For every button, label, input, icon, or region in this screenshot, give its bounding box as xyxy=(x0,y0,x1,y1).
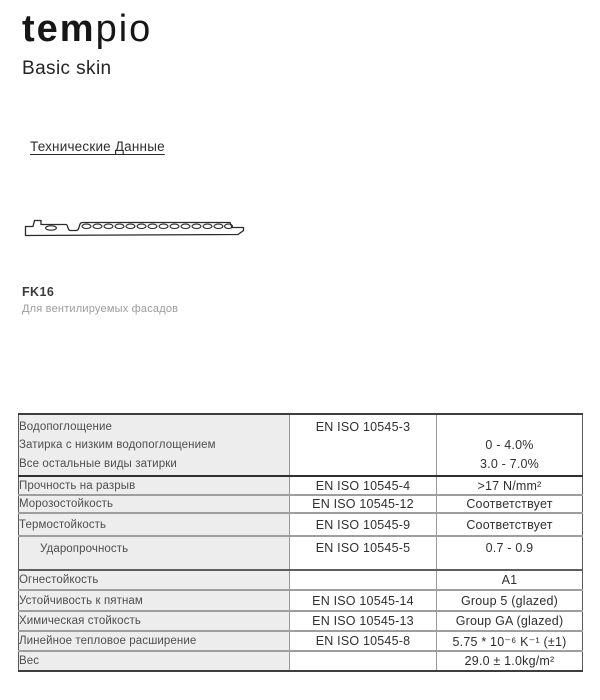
row-value-cell: 0.7 - 0.9 xyxy=(437,536,583,570)
row-value-cell: 5.75 * 10⁻⁶ K⁻¹ (±1) xyxy=(437,631,583,651)
row-label-line: Все остальные виды затирки xyxy=(19,457,177,470)
row-standard-cell: EN ISO 10545-8 xyxy=(290,631,437,651)
row-standard-cell: EN ISO 10545-3 xyxy=(290,414,437,476)
row-label-cell: Термостойкость xyxy=(19,513,290,536)
row-standard-cell: EN ISO 10545-13 xyxy=(290,611,437,631)
row-value-line: 0 - 4.0% xyxy=(485,438,534,453)
table-row-fire-resistance xyxy=(19,570,583,590)
row-standard-cell: EN ISO 10545-9 xyxy=(290,513,437,536)
logo-text-bold: tem xyxy=(22,8,96,50)
product-code: FK16 xyxy=(22,285,55,299)
logo-text-light: pio xyxy=(95,8,153,50)
product-description: Для вентилируемых фасадов xyxy=(22,303,179,315)
table-row-chemical-resistance xyxy=(19,611,583,631)
row-value-cell: A1 xyxy=(437,570,583,590)
row-value-cell xyxy=(437,414,583,476)
row-label-line: Водопоглощение xyxy=(19,421,113,433)
row-standard-cell xyxy=(290,570,437,590)
row-label-cell: Вес xyxy=(19,651,290,671)
row-value-cell: Group GA (glazed) xyxy=(437,611,583,631)
row-value-line: 3.0 - 7.0% xyxy=(480,456,539,471)
table-row-water-absorption xyxy=(19,414,583,476)
row-standard-cell: EN ISO 10545-12 xyxy=(290,495,437,513)
technical-data-link[interactable]: Технические Данные xyxy=(30,139,165,154)
spec-table xyxy=(18,413,583,672)
table-row-impact-resistance xyxy=(19,536,583,570)
table-row-weight xyxy=(19,651,583,671)
row-label-cell: Устойчивость к пятнам xyxy=(19,590,290,611)
row-standard-cell: EN ISO 10545-5 xyxy=(290,536,437,570)
row-standard-cell: EN ISO 10545-4 xyxy=(290,476,437,495)
row-value-line xyxy=(437,418,582,436)
panel-profile-drawing xyxy=(24,218,249,242)
row-standard-cell xyxy=(290,651,437,671)
row-label-cell: Химическая стойкость xyxy=(19,611,290,631)
row-label-cell: Ударопрочность xyxy=(19,536,290,570)
row-label-cell: Линейное тепловое расширение xyxy=(19,631,290,651)
row-value-cell: Соответствует xyxy=(437,495,583,513)
table-row-tensile-strength xyxy=(19,476,583,495)
row-value-cell: Group 5 (glazed) xyxy=(437,590,583,611)
brand-logo xyxy=(22,6,152,52)
row-standard-cell: EN ISO 10545-14 xyxy=(290,590,437,611)
table-row-thermal-shock-resistance xyxy=(19,513,583,536)
table-row-stain-resistance xyxy=(19,590,583,611)
row-label-cell: Огнестойкость xyxy=(19,570,290,590)
table-row-frost-resistance xyxy=(19,495,583,513)
table-row-linear-thermal-expansion xyxy=(19,631,583,651)
row-value-cell: >17 N/mm² xyxy=(437,476,583,495)
row-label-cell xyxy=(19,414,290,476)
row-label-line: Затирка с низким водопоглощением xyxy=(19,439,216,452)
row-label-cell: Прочность на разрыв xyxy=(19,476,290,495)
row-value-cell: 29.0 ± 1.0kg/m² xyxy=(437,651,583,671)
row-value-cell: Соответствует xyxy=(437,513,583,536)
product-line-title: Basic skin xyxy=(22,58,112,79)
row-label-cell: Морозостойкость xyxy=(19,495,290,513)
